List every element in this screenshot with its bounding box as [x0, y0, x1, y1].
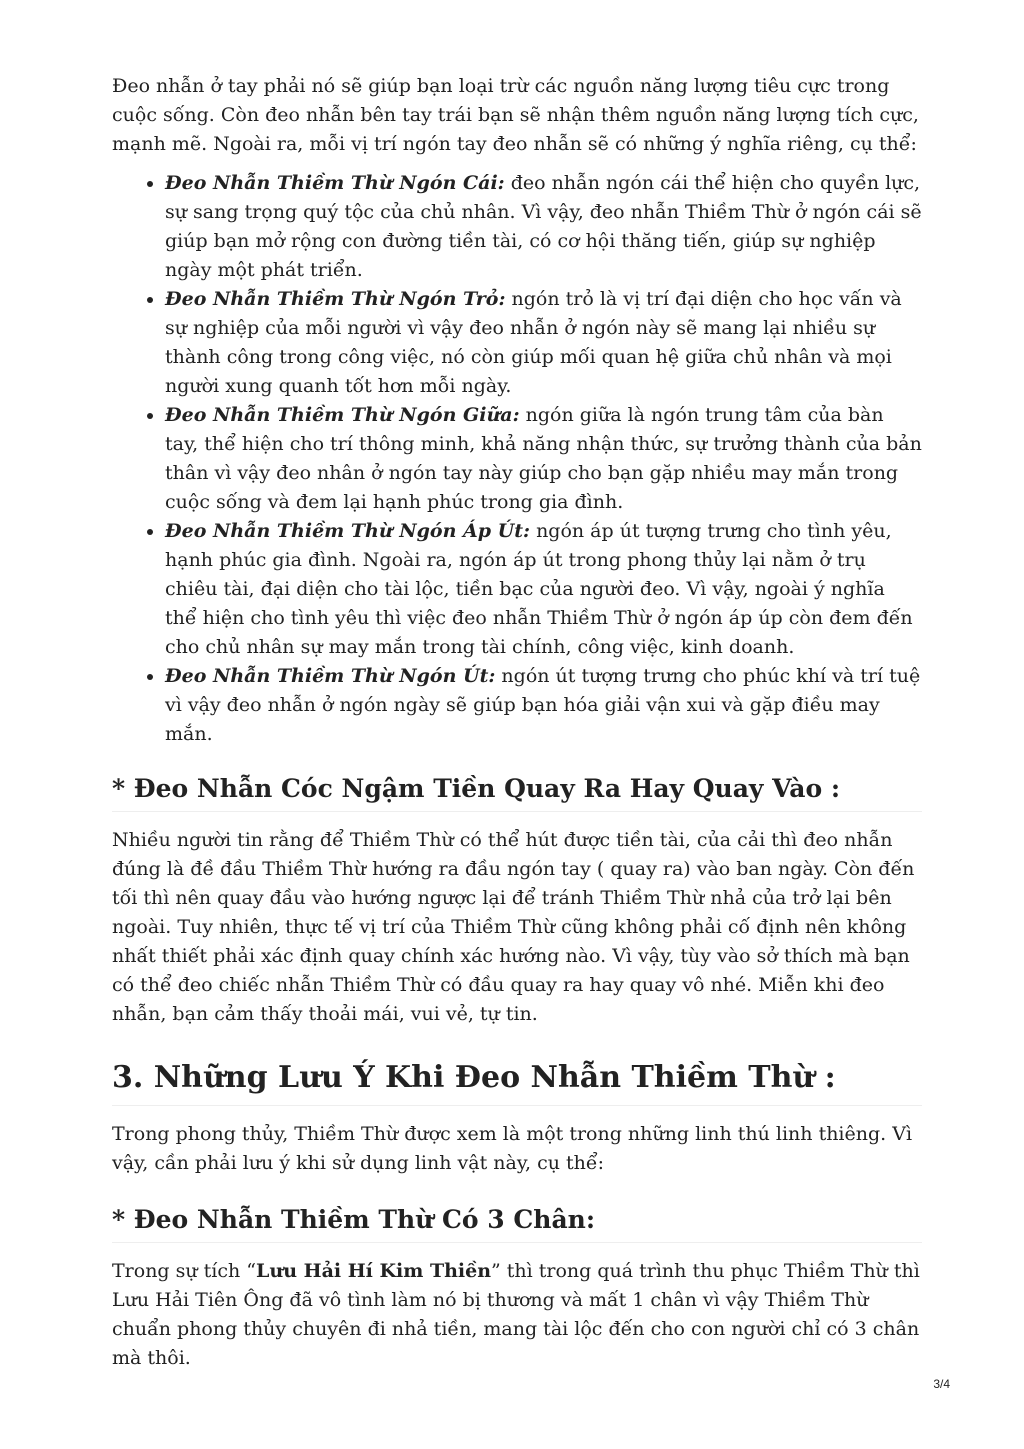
- intro-paragraph: Đeo nhẫn ở tay phải nó sẽ giúp bạn loại trừ các nguồn năng lượng tiêu cực trong cuộc sống. Còn đeo nhẫn bên tay trái bạn sẽ nhận thêm nguồn năng lượng tích cực, mạnh mẽ. Ngoài ra, mỗi vị trí ngón tay đeo nhẫn sẽ có những ý nghĩa riêng, cụ thể:: [112, 75, 919, 155]
- section-heading-direction: * Đeo Nhẫn Cóc Ngậm Tiền Quay Ra Hay Quay Vào :: [112, 773, 922, 812]
- list-item-ring-finger: [165, 517, 922, 662]
- list-item-title: Đeo Nhẫn Thiềm Thừ Ngón Giữa:: [165, 404, 520, 426]
- list-item-title: Đeo Nhẫn Thiềm Thừ Ngón Cái:: [165, 172, 505, 194]
- list-item-title: Đeo Nhẫn Thiềm Thừ Ngón Áp Út:: [165, 520, 531, 542]
- page-number: 3/4: [933, 1377, 950, 1391]
- list-item-index-finger: [165, 285, 922, 401]
- list-item-text: ngón út tượng trưng cho phúc khí và trí tuệ vì vậy đeo nhẫn ở ngón ngày sẽ giúp bạn hóa giải vận xui và gặp điều may mắn.: [165, 665, 921, 745]
- list-item-text: ngón áp út tượng trưng cho tình yêu, hạnh phúc gia đình. Ngoài ra, ngón áp út trong phong thủy lại nằm ở trụ chiêu tài, đại diện cho tài lộc, tiền bạc của người đeo. Vì vậy, ngoài ý nghĩa thể hiện cho tình yêu thì việc đeo nhẫn Thiềm Thừ ở ngón áp úp còn đem đến cho chủ nhân sự may mắn trong tài chính, công việc, kinh doanh.: [165, 520, 913, 658]
- three-legs-text-before: Trong sự tích “: [112, 1260, 257, 1282]
- finger-meaning-list: [112, 169, 922, 749]
- list-item-text: ngón giữa là ngón trung tâm của bàn tay, thể hiện cho trí thông minh, khả năng nhận thức, sự trưởng thành của bản thân vì vậy đeo nhân ở ngón tay này giúp cho bạn gặp nhiều may mắn trong cuộc sống và đem lại hạnh phúc trong gia đình.: [165, 404, 922, 513]
- three-legs-paragraph: [112, 1257, 922, 1373]
- list-item-little-finger: [165, 662, 922, 749]
- article-body: [112, 72, 922, 1373]
- list-item-thumb: [165, 169, 922, 285]
- direction-paragraph: Nhiều người tin rằng để Thiềm Thừ có thể hút được tiền tài, của cải thì đeo nhẫn đúng là đề đầu Thiềm Thừ hướng ra đầu ngón tay ( quay ra) vào ban ngày. Còn đến tối thì nên quay đầu vào hướng ngược lại để tránh Thiềm Thừ nhả của trở lại bên ngoài. Tuy nhiên, thực tế vị trí của Thiềm Thừ cũng không phải cố định nên không nhất thiết phải xác định quay chính xác hướng nào. Vì vậy, tùy vào sở thích mà bạn có thể đeo chiếc nhẫn Thiềm Thừ có đầu quay ra hay quay vô nhé. Miễn khi đeo nhẫn, bạn cảm thấy thoải mái, vui vẻ, tự tin.: [112, 829, 915, 1025]
- list-item-middle-finger: [165, 401, 922, 517]
- section-heading-notes: 3. Những Lưu Ý Khi Đeo Nhẫn Thiềm Thừ :: [112, 1059, 922, 1106]
- list-item-title: Đeo Nhẫn Thiềm Thừ Ngón Út:: [165, 665, 496, 687]
- list-item-text: đeo nhẫn ngón cái thể hiện cho quyền lực, sự sang trọng quý tộc của chủ nhân. Vì vậy, đeo nhẫn Thiềm Thừ ở ngón cái sẽ giúp bạn mở rộng con đường tiền tài, có cơ hội thăng tiến, giúp sự nghiệp ngày một phát triển.: [165, 172, 922, 281]
- legend-name: Lưu Hải Hí Kim Thiền: [256, 1260, 492, 1282]
- section-heading-three-legs: * Đeo Nhẫn Thiềm Thừ Có 3 Chân:: [112, 1204, 922, 1243]
- three-legs-text-after: ” thì trong quá trình thu phục Thiềm Thừ thì Lưu Hải Tiên Ông đã vô tình làm nó bị thương và mất 1 chân vì vậy Thiềm Thừ chuẩn phong thủy chuyên đi nhả tiền, mang tài lộc đến cho con người chỉ có 3 chân mà thôi.: [112, 1260, 920, 1369]
- list-item-text: ngón trỏ là vị trí đại diện cho học vấn và sự nghiệp của mỗi người vì vậy đeo nhẫn ở ngón này sẽ mang lại nhiều sự thành công trong công việc, nó còn giúp mối quan hệ giữa chủ nhân và mọi người xung quanh tốt hơn mỗi ngày.: [165, 288, 902, 397]
- list-item-title: Đeo Nhẫn Thiềm Thừ Ngón Trỏ:: [165, 288, 506, 310]
- notes-paragraph: Trong phong thủy, Thiềm Thừ được xem là một trong những linh thú linh thiêng. Vì vậy, cần phải lưu ý khi sử dụng linh vật này, cụ thể:: [112, 1123, 913, 1174]
